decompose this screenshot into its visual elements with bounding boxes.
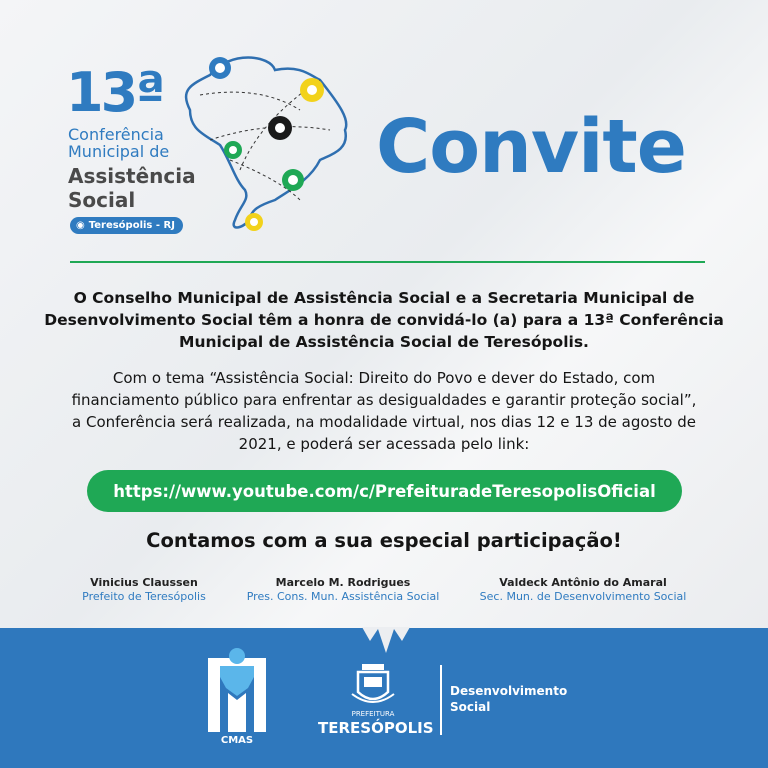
dept-line2: Social bbox=[450, 700, 491, 714]
youtube-link-button[interactable]: https://www.youtube.com/c/PrefeituradeTeresopolisOficial bbox=[87, 470, 682, 512]
edition-number: 13ª bbox=[66, 61, 163, 124]
prefeitura-city: TERESÓPOLIS bbox=[318, 719, 434, 737]
signature-name: Marcelo M. Rodrigues bbox=[275, 576, 411, 589]
cmas-label: CMAS bbox=[220, 735, 254, 746]
pin-yellow-icon bbox=[300, 78, 324, 102]
divider-line bbox=[70, 261, 705, 263]
brazil-map-logo bbox=[180, 50, 360, 240]
body-text: Com o tema “Assistência Social: Direito do Povo e dever do Estado, com financiamento público para enfrentar as desigualdades e garantir proteção social”, a Conferência será realizada, na modalidade virtual, nos dias 12 e 13 de agosto de 2021, e poderá ser acessada pelo link: bbox=[71, 369, 697, 453]
pin-yellow-icon bbox=[245, 213, 263, 231]
title-line2: Social bbox=[68, 188, 136, 212]
pin-blue-icon bbox=[209, 57, 231, 79]
signature-role: Sec. Mun. de Desenvolvimento Social bbox=[479, 590, 687, 603]
footer-notch bbox=[352, 627, 416, 657]
intro-text: O Conselho Municipal de Assistência Social e a Secretaria Municipal de Desenvolvimento Social têm a honra de convidá-lo (a) para a 13ª Conferência Municipal de Assistência Social de Teresópolis. bbox=[44, 289, 724, 351]
signature-role: Pres. Cons. Mun. Assistência Social bbox=[246, 590, 440, 603]
dept-line1: Desenvolvimento bbox=[450, 684, 568, 698]
cmas-logo bbox=[206, 648, 268, 732]
teresopolis-coat-of-arms-icon bbox=[350, 662, 396, 708]
thanks-text: Contamos com a sua especial participação! bbox=[146, 529, 622, 552]
signature-name: Vinicius Claussen bbox=[90, 576, 198, 589]
prefeitura-label: PREFEITURA bbox=[351, 710, 395, 718]
prefeitura-logo-text bbox=[318, 710, 434, 737]
map-pin-icon: ◉ bbox=[76, 220, 85, 231]
pin-black-icon bbox=[268, 116, 292, 140]
location-badge bbox=[70, 217, 183, 234]
conference-line2: Municipal de bbox=[68, 142, 170, 161]
department-label bbox=[450, 683, 567, 715]
conference-line1: Conferência bbox=[68, 125, 164, 144]
signature-council-president bbox=[223, 576, 463, 604]
footer-divider bbox=[440, 665, 442, 735]
headline: Convite bbox=[376, 104, 686, 190]
pin-green-icon bbox=[224, 141, 304, 191]
signature-secretary bbox=[463, 576, 703, 604]
event-title bbox=[68, 164, 196, 212]
title-line1: Assistência bbox=[68, 164, 196, 188]
location-text: Teresópolis - RJ bbox=[88, 220, 175, 231]
signature-name: Valdeck Antônio do Amaral bbox=[499, 576, 667, 589]
signature-role: Prefeito de Teresópolis bbox=[82, 590, 206, 603]
